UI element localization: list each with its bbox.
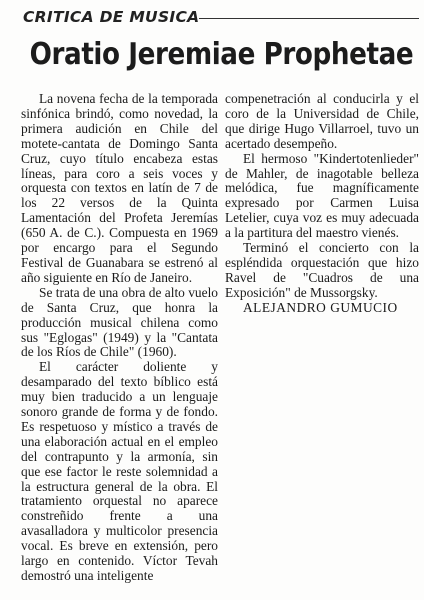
- column-right: [225, 92, 419, 316]
- paragraph-2: Se trata de una obra de alto vuelo de Santa Cruz, que honra la producción musical chilena como sus "Eglogas" (1949) y la "Cantata de los Ríos de Chile" (1960).: [21, 284, 218, 360]
- section-header: [23, 6, 419, 32]
- paragraph-3-start: El carácter doliente y desamparado del texto bíblico está muy bien traducido a un lenguaje sonoro grande de forma y de fondo. Es respetuoso y místico a través de una elaboración actual en el empleo del contrapunto y la armonía, sin que ese factor le reste solemnidad a la estructura general de la obra. El tratamiento orquestal no aparece constreñido frente a una avasalladora y multicolor presencia vocal. Es breve en extensión, pero largo en contenido. Víctor Tevah demostró una inteligente: [21, 359, 218, 583]
- column-left: [21, 92, 218, 584]
- paragraph-1: La novena fecha de la temporada sinfónica brindó, como novedad, la primera audición en Chile del motete-cantata de Domingo Santa Cruz, cuyo título encabeza estas líneas, para coro a seis voces y orquesta con textos en latín de 7 de los 22 versos de la Quinta Lamentación del Profeta Jeremías (650 A. de C.). Compuesta en 1969 por encargo para el Segundo Festival de Guanabara se estrenó al año siguiente en Río de Janeiro.: [21, 91, 218, 285]
- paragraph-5: Terminó el concierto con la espléndida orquestación que hizo Ravel de "Cuadros de una Exposición" de Mussorgsky.: [225, 240, 419, 300]
- paragraph-3-continued: compenetración al conducirla y el coro de la Universidad de Chile, que dirige Hugo Villarroel, tuvo un acertado desempeño.: [225, 91, 419, 151]
- section-divider: [199, 18, 419, 19]
- section-title: CRITICA DE MUSICA: [23, 8, 200, 26]
- paragraph-4: El hermoso "Kindertotenlieder" de Mahler, de inagotable belleza melódica, fue magníficamente expresado por Carmen Luisa Letelier, cuya voz es muy adecuada a la partitura del maestro vienés.: [225, 150, 419, 241]
- byline: ALEJANDRO GUMUCIO: [243, 299, 398, 315]
- headline: Oratio Jeremiae Prophetae: [29, 37, 414, 72]
